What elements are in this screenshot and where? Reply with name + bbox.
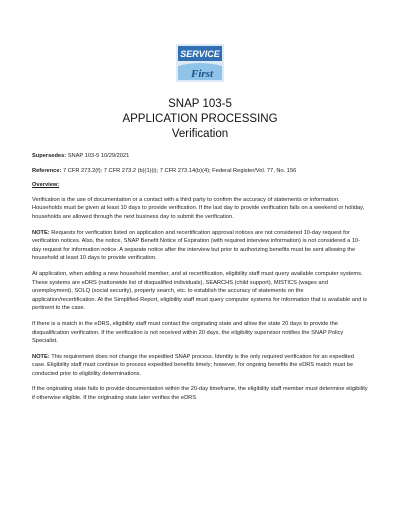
reference-line: [32, 167, 368, 176]
note-text: This requirement does not change the expedited SNAP process. Identity is the only required verification for an expedited case. Eligibility staff must continue to process expedited benefits timely; however, for ongoing benefits the eDRS match must be conducted prior to eligibility determinations.: [32, 353, 354, 377]
paragraph-verification-definition: Verification is the use of documentation or a contact with a third party to confirm the accuracy of statements or information. Households must be given at least 10 days to provide verification. If the last day to provide verification falls on a weekend or holiday, households are allowed through the next business day to submit the verification.: [32, 196, 365, 220]
policy-subtitle: Verification: [171, 128, 229, 140]
logo-text-service: SERVICE: [180, 49, 220, 59]
logo-text-first: First: [190, 68, 214, 80]
document-title-block: [0, 97, 400, 142]
note-text: Requests for verification listed on application and recertification approval notices are not considered 10-day request for verification notices. Also, the notice, SNAP Benefit Notice of Expiration (with required interview information) is not considered a 10-day request for information notice. A separate notice after the interview but prior to authorizing benefits must be sent allowing the household at least 10 days to provide verification.: [32, 229, 361, 262]
paragraph-originating-state: If the originating state fails to provide documentation within the 20-day timeframe, the eligibility staff member must determine eligibility if otherwise eligible. If the originating state later verifies the eDRS: [32, 386, 368, 402]
reference-label: Reference:: [32, 167, 62, 174]
note-label: NOTE:: [32, 229, 50, 236]
policy-title: APPLICATION PROCESSING: [122, 113, 278, 125]
paragraph-computer-systems: At application, when adding a new household member, and at recertification, eligibility staff must query available computer systems. These systems are eDRS (nationwide list of disqualified individuals), SEARCHS (child support), MISTICS (wages and unemployment), SOLQ (social security), property search, etc. to establish the accuracy of statements on the application/recertification. At the Simplified Report, eligibility staff must query computer systems for information that is available and is pertinent to the case.: [32, 270, 367, 312]
policy-code: SNAP 103-5: [168, 98, 232, 110]
supersedes-label: Supersedes:: [32, 153, 67, 159]
supersedes-value: SNAP 103-5 10/29/2021: [67, 153, 130, 159]
reference-value: 7 CFR 273.2(f); 7 CFR 273.2 (b)(1)(i); 7 CFR 273.14(b)(4); Federal Register/Vol. 77, No. 156: [63, 167, 297, 174]
note-label: NOTE:: [32, 353, 50, 360]
paragraph-note-expedited: [32, 353, 368, 379]
service-first-logo: [176, 44, 224, 82]
document-body: [32, 152, 368, 410]
supersedes-line: [32, 152, 368, 161]
paragraph-edrs-match: If there is a match in the eDRS, eligibility staff must contact the originating state and allow the state 20 days to provide the disqualification verification. If the verification is not received within 20 days, the eligibility supervisor notifies the SNAP Policy Specialist.: [32, 320, 344, 345]
paragraph-note-notices: [32, 229, 368, 263]
overview-heading: Overview:: [32, 182, 60, 189]
